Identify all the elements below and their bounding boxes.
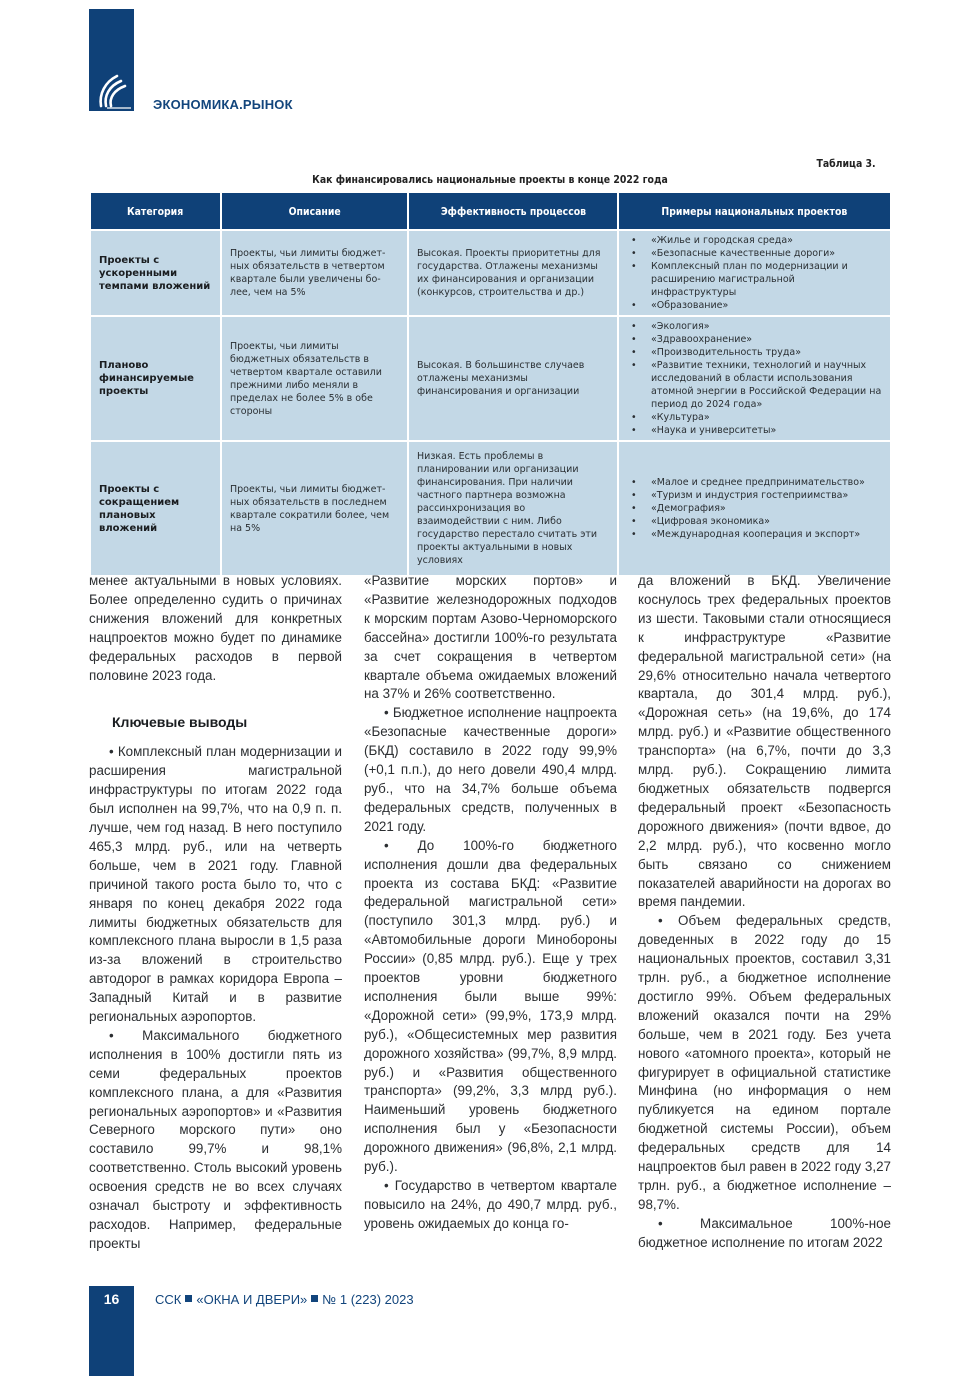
issue-number: № 1 (223) 2023	[322, 1292, 414, 1307]
paragraph: • До 100%-го бюджетного исполнения дошли два федеральных проекта из состава БКД: «Развитие федеральной магистральной сети» (поступило 301,3 млрд. руб.) и «Автомобильные дороги Минобороны России» (0,85 млрд. руб.). Еще у трех проектов уровни бюджетного исполнения были выше 99%: «Дорожной сети» (99,9%, 173,9 млрд. руб.), «Общесистемных мер развития дорожного хозяйства» (99,7%, 8,9 млрд. руб.) и «Развития общественного транспорта» (99,2%, 3,3 млрд руб.). Наименьший уровень бюджетного исполнения был у «Безопасности дорожного движения» (96,8%, 2,1 млрд. руб.).	[364, 837, 617, 1175]
square-separator-icon	[185, 1295, 192, 1302]
examples-cell	[618, 441, 891, 576]
footer-credits	[155, 1292, 414, 1307]
section-rubric: ЭКОНОМИКА.РЫНОК	[153, 97, 293, 112]
publisher-name: ССК	[155, 1292, 182, 1307]
page-number: 16	[103, 1291, 120, 1307]
section-heading: Ключевые выводы	[89, 713, 342, 732]
list-item: • «Безопасные качественные дороги»	[627, 247, 882, 260]
table-header-row	[90, 192, 891, 230]
list-item: • «Цифровая экономика»	[627, 515, 882, 528]
paragraph: да вложений в БКД. Увеличение коснулось трех федеральных проектов из шести. Таковыми стали относящиеся к инфраструктуре «Развитие федеральной магистральной сети» (на 29,6% относительно начала четвертого квартала, до 301,4 млрд. руб.), «Дорожная сеть» (на 19,6%, до 174 млрд. руб.) и «Развитие общественного транспорта» (на 6,7%, почти до 3,3 млрд. руб.). Сокращению лимита бюджетных обязательств подвергся федеральный проект «Безопасность дорожного движения» (почти вдвое, до 2,2 млрд. руб.), что косвенно могло быть связано со снижением показателей аварийности на дорогах во время пандемии.	[638, 573, 891, 910]
article-column-2	[364, 572, 617, 1234]
list-item: • «Экология»	[627, 320, 882, 333]
description-cell: Проекты, чьи лимиты бюджет-ных обязательств в последнем квартале сократили более, чем на 5%	[221, 441, 408, 576]
efficiency-cell: Низкая. Есть проблемы в планировании или организации финансирования. При наличии частного партнера возможна рассинхронизация во взаимодействии с ним. Либо государство перестало считать эти проекты актуальными в новых условиях	[408, 441, 618, 576]
column-header-description: Описание	[221, 192, 408, 230]
efficiency-cell: Высокая. В большинстве случаев отлажены механизмы финансирования и организации	[408, 316, 618, 441]
list-item: • Комплексный план по модернизации и расширению магистральной инфраструктуры	[627, 260, 882, 299]
list-item: • «Наука и университеты»	[627, 424, 882, 437]
table-row	[90, 441, 891, 576]
examples-cell	[618, 316, 891, 441]
category-cell: Планово финансируемые проекты	[90, 316, 221, 441]
paragraph: • Максимального бюджетного исполнения в 100% достигли пять из семи федеральных проектов комплексного плана, а для «Развития региональных аэропортов» и «Развития Северного морского пути» оно составило 99,7% и 98,1% соответственно. Столь высокий уровень освоения средств не во всех случаях означал быстроту и эффективность расходов. Например, федеральные проекты	[89, 1027, 342, 1251]
category-cell: Проекты с ускоренными темпами вложений	[90, 230, 221, 316]
examples-cell	[618, 230, 891, 316]
paragraph: • Бюджетное исполнение нацпроекта «Безопасные качественные дороги» (БКД) составило в 2022 году 99,9% (+0,1 п.п.), до него довели 490,4 млрд. руб., что на 34,7% больше объема федеральных средств, полученных в 2021 году.	[364, 705, 617, 834]
description-cell: Проекты, чьи лимиты бюджетных обязательств в четвертом квартале оставили прежними либо меняли в пределах не более 5% в обе стороны	[221, 316, 408, 441]
list-item: • «Здравоохранение»	[627, 333, 882, 346]
list-item: • «Образование»	[627, 299, 882, 312]
list-item: • «Международная кооперация и экспорт»	[627, 528, 882, 541]
column-header-category: Категория	[90, 192, 221, 230]
examples-list	[627, 320, 882, 437]
magazine-name: «ОКНА И ДВЕРИ»	[196, 1292, 308, 1307]
paragraph: • Максимальное 100%-ное бюджетное исполнение по итогам 2022	[638, 1215, 891, 1250]
list-item: • «Жилье и городская среда»	[627, 234, 882, 247]
table-row	[90, 316, 891, 441]
list-item: • «Туризм и индустрия гостеприимства»	[627, 489, 882, 502]
square-separator-icon	[311, 1295, 318, 1302]
examples-list	[627, 476, 882, 541]
list-item: • «Малое и среднее предпринимательство»	[627, 476, 882, 489]
category-cell: Проекты с сокращением плановых вложений	[90, 441, 221, 576]
article-column-3	[638, 572, 891, 1253]
description-cell: Проекты, чьи лимиты бюджет-ных обязательств в четвертом квартале были увеличены бо-лее, чем на 5%	[221, 230, 408, 316]
list-item: • «Развитие техники, технологий и научных исследований в области использования атомной энергии в Российской Федерации на период до 2024 года»	[627, 359, 882, 411]
magazine-logo-icon	[93, 66, 133, 110]
paragraph: менее актуальными в новых условиях. Более определенно судить о причинах снижения вложений для конкретных нацпроектов можно будет по динамике федеральных расходов в первой половине 2023 года.	[89, 573, 342, 683]
paragraph: • Комплексный план модернизации и расширения магистральной инфраструктуры по итогам 2022 года был исполнен на 99,7%, что на 0,9 п. п. лучше, чем год назад. В него поступило 465,3 млрд. руб., или на четверть больше, чем в 2021 году. Главной причиной такого роста было то, что с января по конец декабря 2022 года лимиты бюджетных обязательств для комплексного плана выросли в 1,5 раза из-за вложений в строительство автодорог в рамках коридора Европа – Западный Китай и в развитие региональных аэропортов.	[89, 744, 342, 1025]
table-row	[90, 230, 891, 316]
efficiency-cell: Высокая. Проекты приоритетны для государства. Отлажены механизмы их финансирования и организации (конкурсов, строительства и др.)	[408, 230, 618, 316]
article-column-1	[89, 572, 342, 1254]
column-header-examples: Примеры национальных проектов	[618, 192, 891, 230]
projects-table	[89, 191, 892, 577]
table-title: Как финансировались национальные проекты в конце 2022 года	[312, 173, 668, 186]
list-item: • «Демография»	[627, 502, 882, 515]
list-item: • «Производительность труда»	[627, 346, 882, 359]
list-item: • «Культура»	[627, 411, 882, 424]
paragraph: «Развитие морских портов» и «Развитие железнодорожных подходов к морским портам Азово-Черноморского бассейна» достигли 100%-го результата за счет сокращения в четвертом квартале объема ожидаемых вложений на 37% и 26% соответственно.	[364, 573, 617, 702]
examples-list	[627, 234, 882, 312]
table-label: Таблица 3.	[816, 157, 876, 170]
column-header-efficiency: Эффективность процессов	[408, 192, 618, 230]
paragraph: • Государство в четвертом квартале повысило на 24%, до 490,7 млрд. руб., уровень ожидаемых до конца го-	[364, 1178, 617, 1231]
paragraph: • Объем федеральных средств, доведенных в 2022 году до 15 национальных проектов, составил 3,31 трлн. руб., а бюджетное исполнение достигло 99%. Объем федеральных вложений оказался почти на 29% больше, чем в 2021 году. Без учета нового «атомного проекта», который не фигурирует в официальной статистике Минфина (но информация о нем публикуется на едином портале бюджетной системы России), объем федеральных средств для 14 нацпроектов был равен в 2022 году 3,27 трлн. руб., а бюджетное исполнение – 98,7%.	[638, 913, 891, 1212]
